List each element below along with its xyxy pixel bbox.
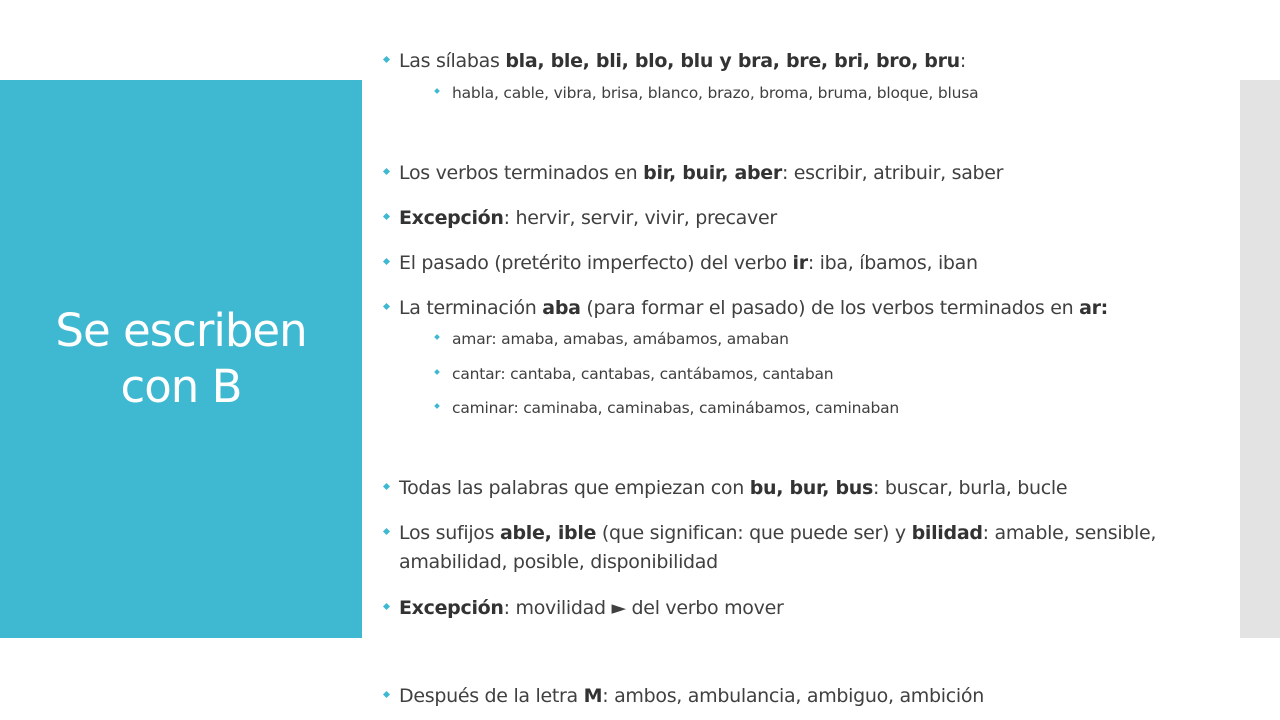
sub-bullet-item: habla, cable, vibra, brisa, blanco, brazo, broma, bruma, bloque, blusa (431, 81, 1231, 105)
sub-bullet-item: caminar: caminaba, caminabas, caminábamos, caminaban (431, 396, 1231, 420)
side-decor-band (1240, 80, 1280, 638)
bullet-icon (380, 294, 399, 309)
bullet-icon (431, 81, 452, 93)
bullet-item: Excepción: hervir, servir, vivir, precaver (380, 204, 1230, 233)
bullet-item: Todas las palabras que empiezan con bu, bur, bus: buscar, burla, bucle (380, 474, 1230, 503)
sub-bullet-item: amar: amaba, amabas, amábamos, amaban (431, 327, 1231, 351)
bullet-item: Después de la letra M: ambos, ambulancia, ambiguo, ambición (380, 682, 1230, 711)
bullet-item: La terminación aba (para formar el pasado) de los verbos terminados en ar: (380, 294, 1230, 323)
sub-bullet-item: cantar: cantaba, cantabas, cantábamos, cantaban (431, 362, 1231, 386)
slide-title-line-2: con B (120, 360, 242, 413)
bullet-icon (380, 682, 399, 697)
bullet-icon (380, 249, 399, 264)
bullet-icon (380, 519, 399, 534)
bullet-icon (431, 327, 452, 339)
slide-title (55, 303, 306, 415)
bullet-icon (380, 159, 399, 174)
bullet-item: Las sílabas bla, ble, bli, blo, blu y bra, bre, bri, bro, bru: (380, 47, 1230, 76)
bullet-item: Los verbos terminados en bir, buir, aber: escribir, atribuir, saber (380, 159, 1230, 188)
bullet-icon (431, 362, 452, 374)
bullet-icon (431, 396, 452, 408)
bullet-icon (380, 47, 399, 62)
bullet-item: El pasado (pretérito imperfecto) del verbo ir: iba, íbamos, iban (380, 249, 1230, 278)
bullet-item: Excepción: movilidad ► del verbo mover (380, 594, 1230, 623)
slide-title-line-1: Se escriben (55, 304, 307, 357)
bullet-icon (380, 594, 399, 609)
bullet-icon (380, 204, 399, 219)
bullet-item: Los sufijos able, ible (que significan: que puede ser) y bilidad: amable, sensible, amabilidad, posible, disponibilidad (380, 519, 1230, 577)
title-panel (0, 80, 362, 638)
bullet-icon (380, 474, 399, 489)
